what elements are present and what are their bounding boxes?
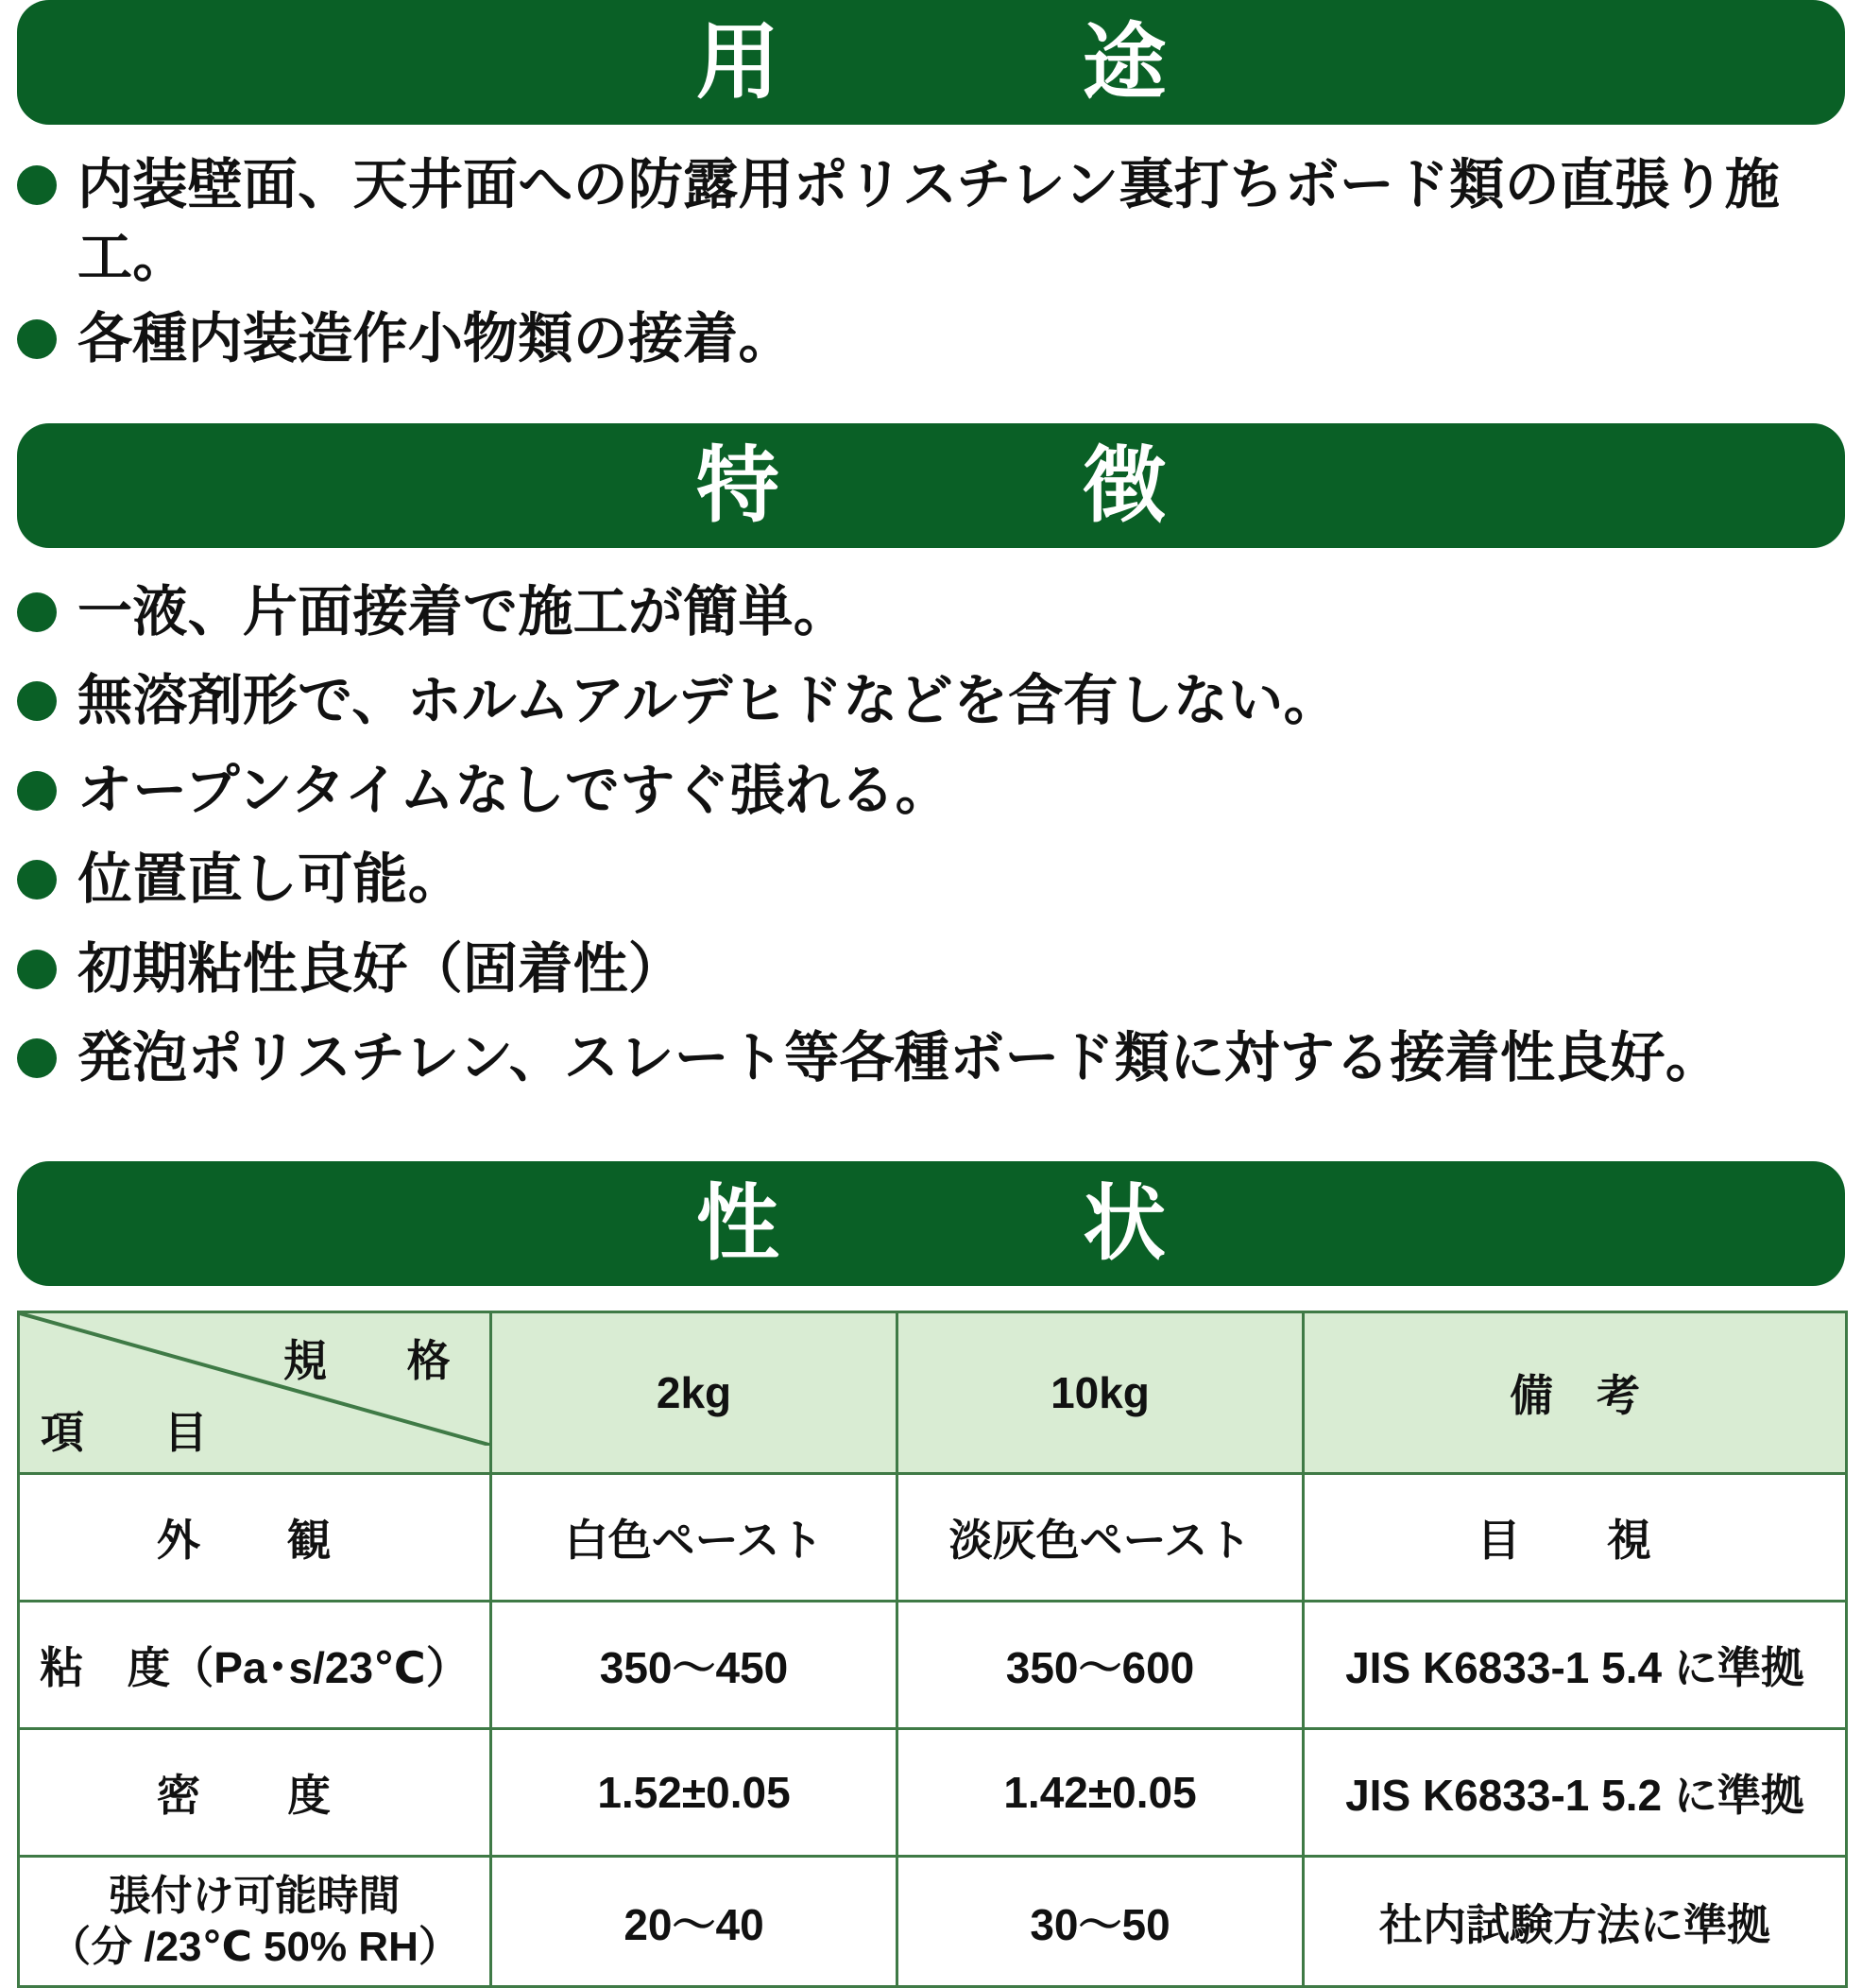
section-title-uses: 用 途 xyxy=(695,15,1212,109)
row-label-density: 密 度 xyxy=(19,1728,491,1856)
properties-table-wrapper xyxy=(17,1311,1845,1988)
table-header-row xyxy=(19,1311,1847,1473)
bullet-dot-icon xyxy=(17,950,57,989)
row-label-appearance: 外 観 xyxy=(19,1473,491,1601)
section-banner-features xyxy=(17,423,1845,548)
cell-density-note: JIS K6833-1 5.2 に準拠 xyxy=(1304,1728,1847,1856)
list-item xyxy=(17,665,1845,738)
uses-item-text: 各種内装造作小物類の接着。 xyxy=(77,308,794,370)
spacer xyxy=(17,386,1845,423)
section-banner-uses xyxy=(17,0,1845,125)
table-row xyxy=(19,1473,1847,1601)
section-title-properties: 性 状 xyxy=(695,1175,1212,1270)
cell-open-time-10kg: 30〜50 xyxy=(897,1856,1304,1986)
table-row xyxy=(19,1601,1847,1728)
list-item xyxy=(17,1022,1845,1095)
properties-table xyxy=(17,1311,1848,1988)
list-item xyxy=(17,755,1845,828)
uses-item-text: 内装壁面、天井面への防露用ポリスチレン裏打ちボード類の直張り施工。 xyxy=(77,154,1781,288)
cell-density-10kg: 1.42±0.05 xyxy=(897,1728,1304,1856)
cell-viscosity-2kg: 350〜450 xyxy=(491,1601,897,1728)
bullet-dot-icon xyxy=(17,681,57,721)
features-item-text: 位置直し可能。 xyxy=(77,848,464,911)
table-header-item-label: 項 目 xyxy=(41,1407,226,1457)
table-header-col-2kg: 2kg xyxy=(491,1311,897,1473)
list-item xyxy=(17,303,1845,376)
list-item xyxy=(17,844,1845,917)
list-item xyxy=(17,149,1845,294)
features-item-text: 無溶剤形で、ホルムアルデヒドなどを含有しない。 xyxy=(77,670,1339,732)
features-item-text: 一液、片面接着で施工が簡単。 xyxy=(77,580,849,643)
cell-appearance-note: 目 視 xyxy=(1304,1473,1847,1601)
list-item xyxy=(17,934,1845,1006)
bullet-dot-icon xyxy=(17,165,57,205)
row-label-open-time xyxy=(19,1856,491,1986)
table-header-item-spec-cell xyxy=(19,1311,491,1473)
section-banner-properties xyxy=(17,1161,1845,1286)
uses-bullet-list xyxy=(17,149,1845,376)
bullet-dot-icon xyxy=(17,592,57,632)
cell-appearance-10kg: 淡灰色ペースト xyxy=(897,1473,1304,1601)
spacer xyxy=(17,1112,1845,1161)
list-item xyxy=(17,576,1845,649)
features-item-text: 発泡ポリスチレン、スレート等各種ボード類に対する接着性良好。 xyxy=(77,1027,1721,1089)
cell-appearance-2kg: 白色ペースト xyxy=(491,1473,897,1601)
row-label-open-time-line1: 張付け可能時間 xyxy=(109,1872,401,1919)
features-bullet-list xyxy=(17,576,1845,1095)
bullet-dot-icon xyxy=(17,771,57,811)
bullet-dot-icon xyxy=(17,319,57,359)
table-header-col-note: 備 考 xyxy=(1304,1311,1847,1473)
table-row xyxy=(19,1728,1847,1856)
section-title-features: 特 徴 xyxy=(695,437,1212,532)
features-item-text: オープンタイムなしですぐ張れる。 xyxy=(77,759,950,821)
row-label-viscosity: 粘 度（Pa･s/23℃） xyxy=(19,1601,491,1728)
cell-viscosity-10kg: 350〜600 xyxy=(897,1601,1304,1728)
table-header-spec-label: 規 格 xyxy=(283,1335,469,1385)
table-header-col-10kg: 10kg xyxy=(897,1311,1304,1473)
features-item-text: 初期粘性良好（固着性） xyxy=(77,937,684,1000)
row-label-open-time-line2: （分 /23℃ 50% RH） xyxy=(49,1923,460,1970)
bullet-dot-icon xyxy=(17,860,57,900)
cell-open-time-note: 社内試験方法に準拠 xyxy=(1304,1856,1847,1986)
cell-viscosity-note: JIS K6833-1 5.4 に準拠 xyxy=(1304,1601,1847,1728)
bullet-dot-icon xyxy=(17,1038,57,1078)
cell-density-2kg: 1.52±0.05 xyxy=(491,1728,897,1856)
table-row xyxy=(19,1856,1847,1986)
cell-open-time-2kg: 20〜40 xyxy=(491,1856,897,1986)
